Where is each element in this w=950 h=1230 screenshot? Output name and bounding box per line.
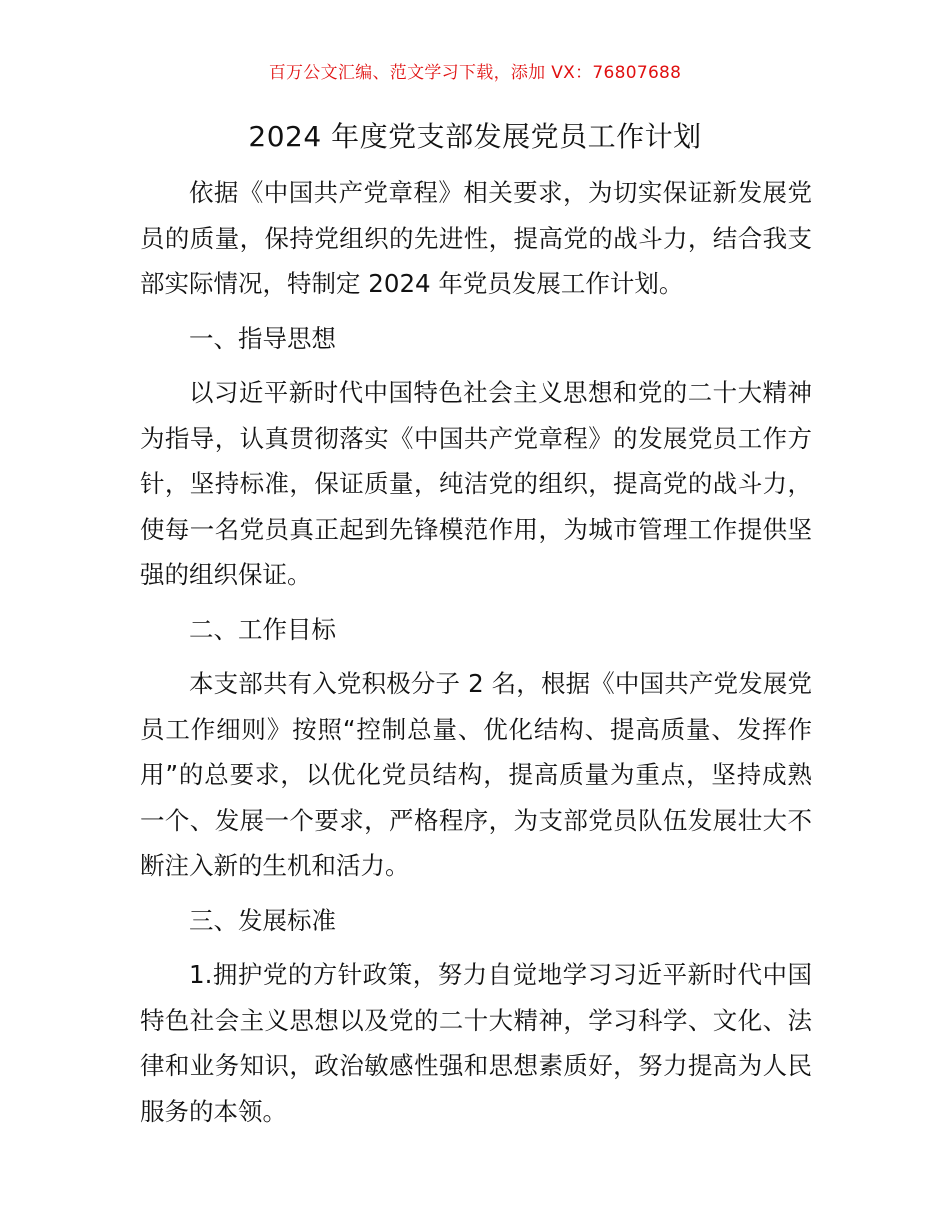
intro-paragraph: 依据《中国共产党章程》相关要求，为切实保证新发展党员的质量，保持党组织的先进性，提高党的战斗力，结合我支部实际情况，特制定 2024 年党员发展工作计划。 bbox=[140, 178, 812, 298]
document-body bbox=[140, 170, 812, 1143]
header-watermark: 百万公文汇编、范文学习下载，添加 VX：76807688 bbox=[268, 63, 682, 83]
section-heading-guiding-ideology: 一、指导思想 bbox=[189, 323, 336, 353]
section-heading-work-goals: 二、工作目标 bbox=[189, 614, 336, 644]
work-goals-paragraph: 本支部共有入党积极分子 2 名，根据《中国共产党发展党员工作细则》按照“控制总量、优化结构、提高质量、发挥作用”的总要求，以优化党员结构，提高质量为重点，坚持成熟一个、发展一个要求，严格程序，为支部党员队伍发展壮大不断注入新的生机和活力。 bbox=[140, 669, 812, 880]
guiding-ideology-paragraph: 以习近平新时代中国特色社会主义思想和党的二十大精神为指导，认真贯彻落实《中国共产党章程》的发展党员工作方针，坚持标准，保证质量，纯洁党的组织，提高党的战斗力，使每一名党员真正起到先锋模范作用，为城市管理工作提供坚强的组织保证。 bbox=[140, 378, 812, 589]
development-standards-paragraph: 1.拥护党的方针政策，努力自觉地学习习近平新时代中国特色社会主义思想以及党的二十大精神，学习科学、文化、法律和业务知识，政治敏感性强和思想素质好，努力提高为人民服务的本领。 bbox=[140, 960, 812, 1126]
document-title: 2024 年度党支部发展党员工作计划 bbox=[248, 120, 702, 153]
section-heading-development-standards: 三、发展标准 bbox=[189, 905, 336, 935]
